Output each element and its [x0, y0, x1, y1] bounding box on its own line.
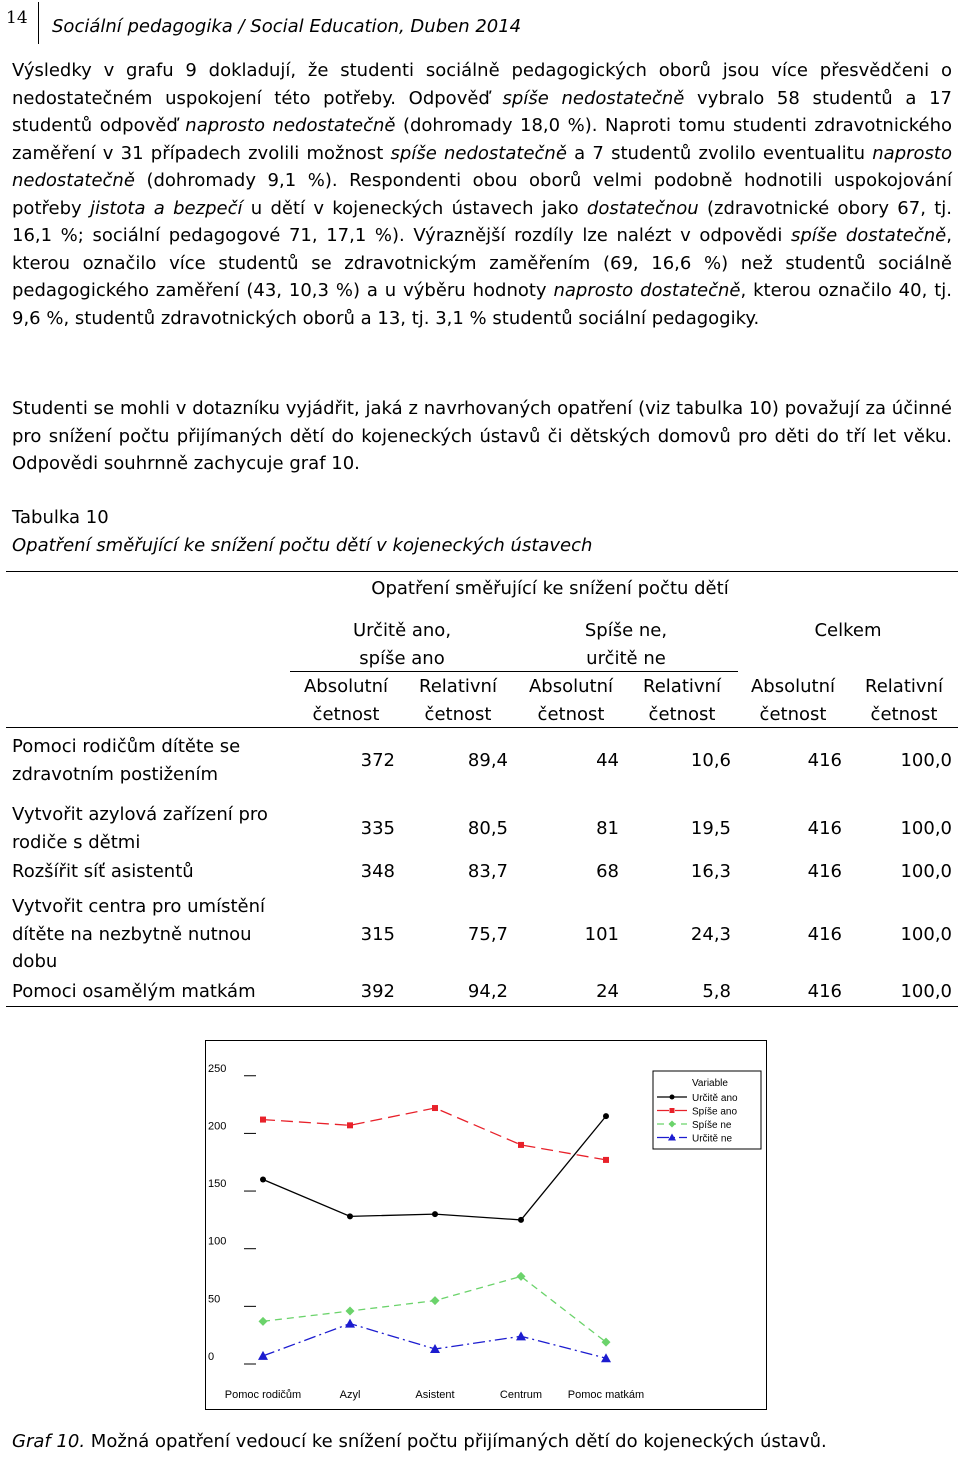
table-cell: 89,4 [467, 749, 508, 771]
table-cell: 44 [596, 749, 619, 771]
table-cell: 81 [596, 817, 619, 839]
table-cell: 100,0 [900, 861, 952, 882]
emphasis-text: naprosto dostatečně [553, 280, 741, 301]
column-header: Absolutní [303, 676, 388, 697]
column-header: četnost [424, 704, 492, 725]
legend-marker [670, 1108, 675, 1113]
data-point [432, 1211, 438, 1217]
legend-entry: Spíše ne [692, 1120, 732, 1131]
series-line [263, 1108, 606, 1160]
figure-caption [12, 1428, 827, 1455]
page-header [0, 0, 960, 46]
table-cell: 315 [360, 923, 395, 945]
row-label: zdravotním postižením [12, 763, 219, 785]
table-cell: 372 [360, 749, 395, 771]
table-top-rule [6, 571, 958, 572]
data-point [516, 1331, 526, 1340]
subgroup-header: Určitě ano, [352, 620, 452, 641]
data-point [260, 1177, 266, 1183]
emphasis-text: spíše nedostatečně [502, 87, 685, 109]
x-tick-label: Pomoc rodičům [224, 1389, 302, 1401]
table-cell: 83,7 [467, 861, 508, 882]
body-paragraph-2: Studenti se mohli v dotazníku vyjádřit, jaká z navrhovaných opatření (viz tabulka 10) považují za účinné pro snížení počtu přijímaných dětí do kojeneckých ústavů či dětských domovů pro děti do tří let věku. Odpovědi souhrnně zachycuje graf 10. [12, 398, 952, 474]
y-tick-label: 100 [208, 1235, 227, 1248]
journal-title: Sociální pedagogika / Social Education, Duben 2014 [52, 16, 522, 37]
table-cell: 348 [360, 861, 395, 882]
header-divider [38, 2, 39, 44]
x-tick-label: Asistent [415, 1389, 455, 1401]
chart-frame [205, 1040, 767, 1410]
table-cell: 75,7 [467, 923, 508, 945]
body-text: u dětí v kojeneckých ústavech jako [242, 197, 587, 219]
row-label: Vytvořit centra pro umístění [12, 896, 266, 917]
table-cell: 24 [596, 981, 619, 1002]
data-point [603, 1157, 609, 1163]
table-cell: 16,3 [690, 861, 731, 882]
column-header: Relativní [865, 676, 943, 697]
table-cell: 10,6 [690, 749, 731, 771]
data-point [603, 1113, 609, 1119]
row-label: dítěte na nezbytně nutnou [12, 923, 252, 945]
table-cell: 101 [584, 923, 619, 945]
body-text: (dohromady 18,0 %). Naproti tomu studenti zdravotnického zaměření v 31 případech zvolili možnost [12, 115, 952, 164]
table-cell: 392 [360, 981, 395, 1002]
emphasis-text: naprosto nedostatečně [12, 142, 952, 191]
legend-title: Variable [692, 1078, 728, 1089]
series-line [263, 1276, 606, 1342]
y-tick-label: 50 [208, 1293, 221, 1306]
column-header: četnost [537, 704, 605, 725]
group-header: Opatření směřující ke snížení počtu dětí [371, 578, 729, 599]
table-cell: 100,0 [900, 749, 952, 771]
subgroup-header: spíše ano [359, 648, 445, 669]
table-cell: 19,5 [690, 817, 731, 839]
table-cell: 100,0 [900, 817, 952, 839]
emphasis-text: naprosto nedostatečně [185, 115, 396, 136]
table-cell: 416 [807, 861, 842, 882]
x-tick-label: Centrum [499, 1389, 543, 1401]
subgroup-header: určitě ne [586, 648, 666, 669]
table-cell: 24,3 [690, 923, 731, 945]
row-label: Vytvořit azylová zařízení pro [12, 804, 268, 825]
subgroup-header: Celkem [814, 620, 882, 641]
data-point [518, 1142, 524, 1148]
data-point [346, 1306, 355, 1315]
data-point [260, 1117, 266, 1123]
row-label: rodiče s dětmi [12, 831, 141, 853]
body-text: vybralo 58 studentů a 17 studentů odpověď [12, 87, 952, 136]
page-number: 14 [6, 8, 28, 28]
body-text: (dohromady 9,1 %). Respondenti obou oborů velmi podobně hodnotili uspokojování potřeby [12, 170, 952, 219]
column-header: četnost [648, 704, 716, 725]
line-chart [206, 1041, 766, 1409]
row-label: Rozšířit síť asistentů [12, 861, 194, 882]
body-text: a 7 studentů zvolilo eventualitu [566, 142, 873, 164]
y-tick-label: 150 [208, 1178, 227, 1191]
emphasis-text: jistota a bezpečí [89, 197, 243, 219]
emphasis-text: dostatečnou [586, 197, 699, 219]
table-cell: 416 [807, 981, 842, 1002]
data-point [258, 1351, 268, 1360]
column-header: Absolutní [528, 676, 613, 697]
subgroup-header: Spíše ne, [584, 620, 668, 641]
data-point [432, 1105, 438, 1111]
column-header: četnost [312, 704, 380, 725]
row-label: dobu [12, 951, 58, 972]
column-header: četnost [759, 704, 827, 725]
table-cell: 5,8 [702, 981, 731, 1002]
row-label: Pomoci osamělým matkám [12, 981, 256, 1002]
series-line [263, 1116, 606, 1220]
body-text: , kterou označilo 40, tj. 9,6 %, studentů zdravotnických oborů a 13, tj. 3,1 % studentů sociální pedagogiky. [12, 280, 952, 329]
table-cell: 416 [807, 749, 842, 771]
row-label: Pomoci rodičům dítěte se [12, 736, 241, 757]
table-cell: 100,0 [900, 923, 952, 945]
table-cell: 335 [360, 817, 395, 839]
table-caption: Opatření směřující ke snížení počtu dětí v kojeneckých ústavech [12, 535, 593, 556]
legend-entry: Určitě ano [692, 1093, 738, 1104]
x-tick-label: Azyl [339, 1389, 361, 1401]
y-tick-label: 250 [208, 1062, 227, 1075]
table-cell: 100,0 [900, 981, 952, 1002]
y-tick-label: 0 [208, 1351, 215, 1363]
column-header: četnost [870, 704, 938, 725]
table-cell: 416 [807, 923, 842, 945]
table-cell: 80,5 [467, 817, 508, 839]
data-point [518, 1217, 524, 1223]
body-paragraph-1 [12, 57, 952, 332]
table-label: Tabulka 10 [12, 507, 109, 528]
legend-entry: Určitě ne [692, 1133, 733, 1145]
table-bottom-rule [6, 1006, 958, 1007]
figure-label: Graf 10. [12, 1431, 86, 1452]
y-tick-label: 200 [208, 1120, 227, 1133]
x-tick-label: Pomoc matkám [567, 1389, 645, 1401]
table-cell: 94,2 [467, 981, 508, 1002]
emphasis-text: spíše dostatečně [790, 225, 947, 246]
table-cell: 416 [807, 817, 842, 839]
column-header: Relativní [419, 676, 497, 697]
data-point [345, 1319, 355, 1328]
emphasis-text: spíše nedostatečně [390, 142, 567, 164]
column-header: Absolutní [750, 676, 835, 697]
legend-marker [670, 1095, 675, 1100]
body-text: (zdravotnické obory 67, tj. 16,1 %; sociální pedagogové 71, 17,1 %). Výraznější rozdíly lze nalézt v odpovědi [12, 197, 952, 246]
column-header: Relativní [643, 676, 721, 697]
figure-caption-text: Možná opatření vedoucí ke snížení počtu přijímaných dětí do kojeneckých ústavů. [85, 1431, 827, 1452]
legend-entry: Spíše ano [692, 1106, 738, 1118]
data-point [347, 1213, 353, 1219]
body-text: Výsledky v grafu 9 dokladují, že studenti sociálně pedagogických oborů jsou více přesvědčeni o nedostatečném uspokojení této potřeby. Odpověď [12, 60, 952, 109]
body-text: , kterou označilo více studentů se zdravotnickým zaměřením (69, 16,6 %) než studentů sociálně pedagogického zaměření (43, 10,3 %) a u výběru hodnoty [12, 225, 952, 301]
data-point [431, 1296, 440, 1305]
data-point [259, 1317, 268, 1326]
data-point [347, 1122, 353, 1128]
table-cell: 68 [596, 861, 619, 882]
